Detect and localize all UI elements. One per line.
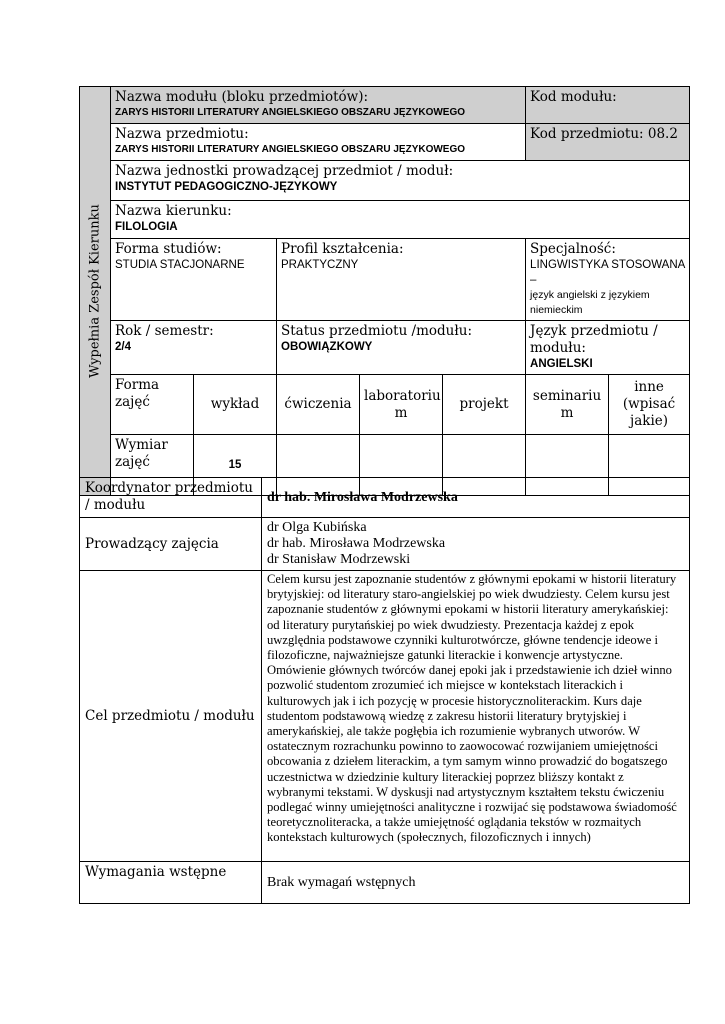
module-code-cell	[526, 87, 690, 124]
unit-value: INSTYTUT PEDAGOGICZNO-JĘZYKOWY	[115, 181, 338, 193]
col-seminar-label-2: m	[560, 404, 574, 421]
side-label-cell	[80, 87, 111, 496]
specialty-value-1: LINGWISTYKA STOSOWANA –	[530, 259, 685, 286]
hours-label-2: zajęć	[115, 454, 150, 470]
teachers-value-cell	[262, 518, 690, 571]
module-name-cell	[111, 87, 526, 124]
goal-label-cell	[80, 571, 262, 862]
status-label: Status przedmiotu /modułu:	[281, 323, 472, 339]
requirements-label-cell	[80, 862, 262, 904]
year-value: 2/4	[115, 341, 131, 353]
col-lecture	[194, 375, 277, 435]
specialty-value-2: język angielski z językiem niemieckim	[530, 289, 650, 316]
requirements-value-cell	[262, 862, 690, 904]
year-label: Rok / semestr:	[115, 323, 214, 339]
hours-lecture-value: 15	[228, 458, 242, 471]
profile-label: Profil kształcenia:	[281, 241, 404, 257]
teacher-2: dr hab. Mirosława Modrzewska	[267, 536, 446, 551]
subject-code-label: Kod przedmiotu: 08.2	[530, 126, 678, 142]
col-seminar-label-1: seminariu	[532, 387, 602, 404]
col-lecture-label: wykład	[210, 396, 260, 412]
form-label-1: Forma	[115, 377, 160, 393]
goal-label: Cel przedmiotu / modułu	[85, 707, 255, 724]
coordinator-value: dr hab. Mirosława Modrzewska	[267, 489, 458, 505]
year-cell	[111, 321, 277, 375]
coordinator-label-cell	[80, 478, 262, 518]
profile-value: PRAKTYCZNY	[281, 259, 359, 271]
module-name-label: Nazwa modułu (bloku przedmiotów):	[115, 89, 369, 105]
study-form-label: Forma studiów:	[115, 241, 222, 257]
study-form-value: STUDIA STACJONARNE	[115, 259, 245, 271]
col-other-label-1: inne	[634, 379, 664, 395]
col-lab-label-1: laboratoriu	[364, 387, 441, 404]
goal-text: Celem kursu jest zapoznanie studentów z głównymi epokami w historii literatury brytyjskiej: od literatury staro-angielskiej po wiek dwudziesty. Celem kursu jest zapoznanie studentów z głównymi epokami w historii literatury amerykańskiej: od literatury purytańskiej po wiek dwudziesty. Prezentacja każdej z epok uwzględnia podstawowe czynniki kulturotwórcze, główne tendencje ideowe i filozoficzne, najważniejsze gatunki literackie i konwencje artystyczne. Omówienie głównych twórców danej epoki jak i przedstawienie ich dzieł winno pozwolić studentom zrozumieć ich miejsce w kontekstach literackich i kulturowych jak i ich pozycję w procesie historycznoliterackim. Kurs daje studentom podstawową wiedzę z zakresu historii literatury brytyjskiej i amerykańskiej, ale także pogłębia ich rozumienie wybranych utworów. W ostatecznym rozrachunku powinno to zaowocować rozwijaniem umiejętności obcowania z dziełem literackim, a tym samym winno prowadzić do bogatszego uczestnictwa w dziedzinie kultury literackiej poprzez bliższy kontakt z wybranymi tekstami. W dyskusji nad artystycznym kształtem tekstu ćwiczeniu podlegać winny umiejętności analityczne i rozwijać się podstawowa świadomość teoretycznoliteracka, a także umiejętność oglądania tekstów w rozmaitych kontekstach kulturowych (społecznych, filozoficznych i innych)	[267, 572, 677, 845]
teachers-label-cell	[80, 518, 262, 571]
requirements-value: Brak wymagań wstępnych	[267, 874, 416, 890]
goal-text-cell	[262, 571, 690, 862]
col-other	[609, 375, 690, 435]
subject-name-value: ZARYS HISTORII LITERATURY ANGIELSKIEGO OBSZARU JĘZYKOWEGO	[115, 144, 466, 155]
profile-cell	[277, 239, 526, 321]
col-exercises	[277, 375, 360, 435]
module-info-table	[79, 86, 690, 496]
col-project	[443, 375, 526, 435]
teacher-1: dr Olga Kubińska	[267, 520, 367, 535]
hours-label-1: Wymiar	[115, 437, 168, 453]
field-cell	[111, 201, 690, 239]
language-label: Język przedmiotu / modułu:	[530, 323, 658, 356]
language-cell	[526, 321, 690, 375]
col-other-label-3: jakie)	[630, 413, 669, 429]
form-label-cell	[111, 375, 194, 435]
teacher-3: dr Stanisław Modrzewski	[267, 552, 411, 567]
subject-name-cell	[111, 124, 526, 161]
teachers-label: Prowadzący zajęcia	[85, 535, 219, 552]
specialty-label: Specjalność:	[530, 241, 616, 257]
col-project-label: projekt	[459, 396, 509, 412]
field-value: FILOLOGIA	[115, 221, 178, 233]
side-label: Wypełnia Zespół Kierunku	[87, 204, 103, 378]
coordinator-value-cell	[262, 478, 690, 518]
status-value: OBOWIĄZKOWY	[281, 341, 373, 353]
study-form-cell	[111, 239, 277, 321]
unit-cell	[111, 161, 690, 201]
unit-label: Nazwa jednostki prowadzącej przedmiot / moduł:	[115, 163, 454, 179]
form-label-2: zajęć	[115, 394, 150, 410]
col-exercises-label: ćwiczenia	[284, 396, 352, 412]
module-name-value: ZARYS HISTORII LITERATURY ANGIELSKIEGO OBSZARU JĘZYKOWEGO	[115, 107, 466, 118]
col-lab	[360, 375, 443, 435]
col-lab-label-2: m	[394, 404, 408, 421]
field-label: Nazwa kierunku:	[115, 203, 232, 219]
coordinator-label: Koordynator przedmiotu / modułu	[85, 480, 253, 513]
subject-name-label: Nazwa przedmiotu:	[115, 126, 249, 142]
status-cell	[277, 321, 526, 375]
requirements-label: Wymagania wstępne	[85, 864, 227, 880]
module-code-label: Kod modułu:	[530, 89, 617, 105]
subject-code-cell	[526, 124, 690, 161]
col-other-label-2: (wpisać	[622, 396, 676, 412]
course-details-table	[79, 477, 690, 904]
specialty-cell	[526, 239, 690, 321]
col-seminar	[526, 375, 609, 435]
language-value: ANGIELSKI	[530, 358, 593, 370]
